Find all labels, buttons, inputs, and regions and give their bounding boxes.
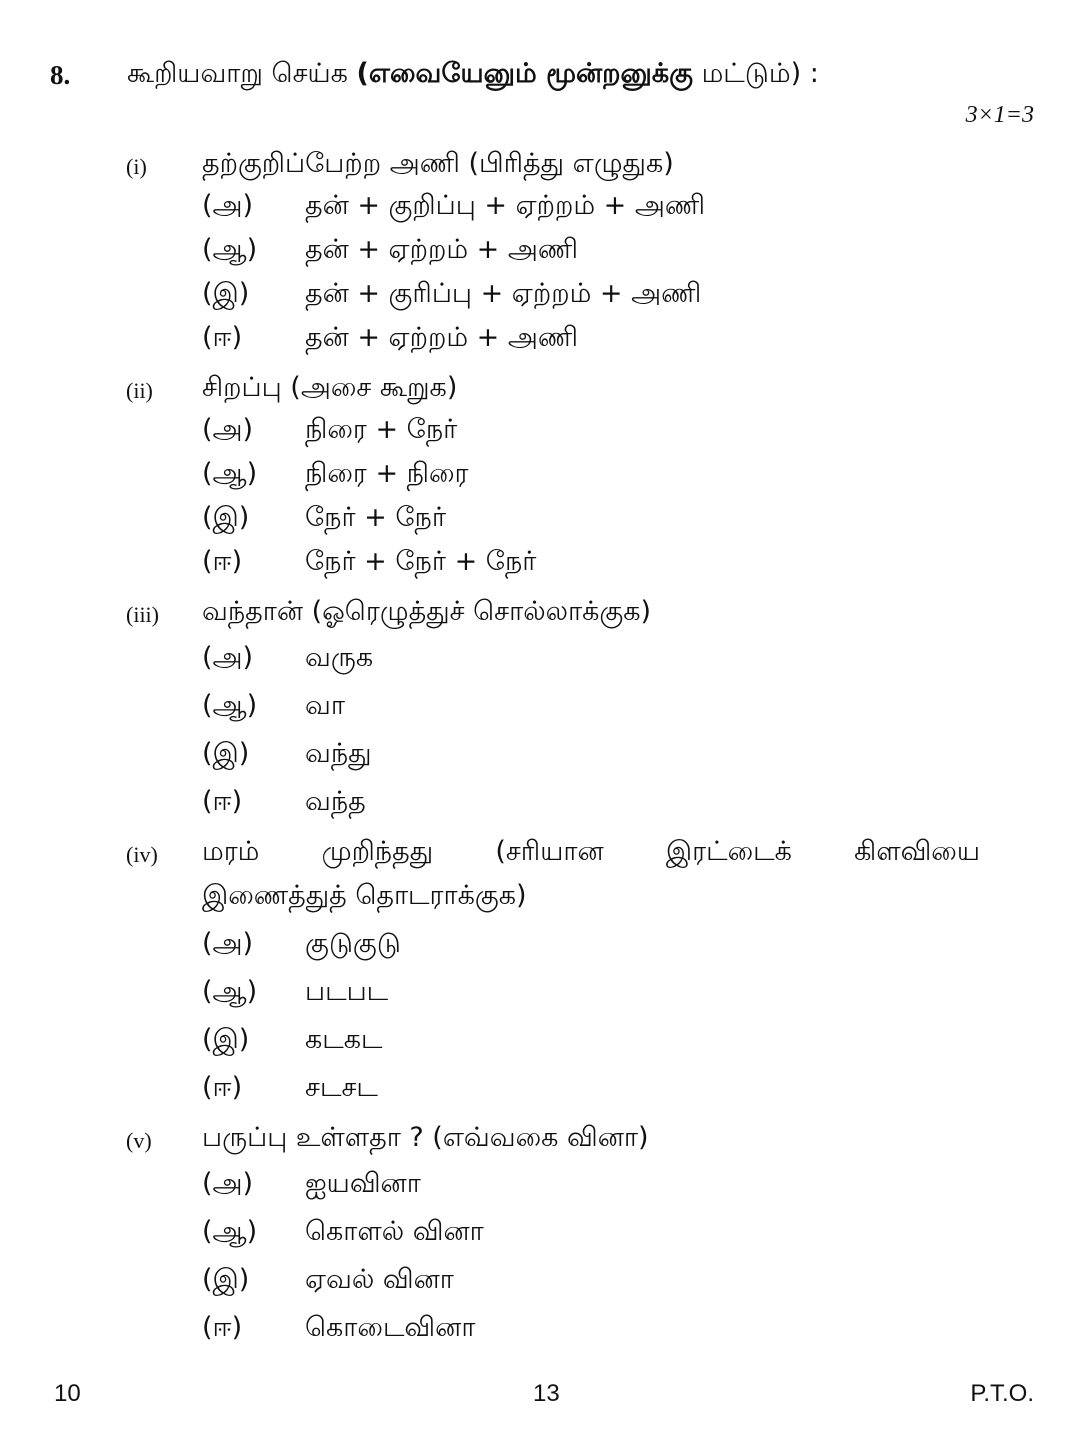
- option-label: (இ): [202, 278, 250, 309]
- option-text: ஏவல் வினா: [305, 1264, 454, 1295]
- option-label: (அ): [202, 928, 254, 959]
- option-text: வருக: [305, 642, 374, 673]
- option-text: வா: [305, 690, 345, 721]
- footer-pto: P.T.O.: [970, 1380, 1034, 1407]
- option-text: நிரை + நேர்: [305, 414, 458, 445]
- subquestion-stem: தற்குறிப்பேற்ற அணி (பிரித்து எழுதுக): [202, 148, 674, 179]
- option-label: (ஆ): [202, 976, 258, 1007]
- option-label: (ஆ): [202, 458, 258, 489]
- subquestion-stem-continued: இணைத்துத் தொடராக்குக): [202, 880, 527, 911]
- option-text: கொடைவினா: [305, 1312, 476, 1343]
- stem-word: (சரியான: [495, 836, 604, 867]
- footer-page-code: 10: [54, 1380, 81, 1407]
- instruction-suffix: மட்டும்) :: [693, 58, 819, 89]
- option-text: வந்து: [305, 738, 372, 769]
- option-label: (ஈ): [202, 1312, 243, 1343]
- question-number: 8.: [50, 60, 71, 90]
- stem-word: இரட்டைக்: [665, 836, 792, 867]
- option-text: படபட: [305, 976, 389, 1007]
- subquestion-stem: வந்தான் (ஓரெழுத்துச் சொல்லாக்குக): [202, 596, 652, 627]
- option-text: நிரை + நிரை: [305, 458, 469, 489]
- option-label: (ஈ): [202, 1072, 243, 1103]
- option-text: நேர் + நேர்: [305, 502, 446, 533]
- option-label: (அ): [202, 414, 254, 445]
- option-label: (ஈ): [202, 546, 243, 577]
- option-text: தன் + ஏற்றம் + அணி: [305, 234, 579, 265]
- option-text: சடசட: [305, 1072, 378, 1103]
- option-label: (இ): [202, 738, 250, 769]
- option-label: (அ): [202, 642, 254, 673]
- option-text: ஐயவினா: [305, 1168, 421, 1199]
- option-label: (இ): [202, 1264, 250, 1295]
- option-label: (ஆ): [202, 234, 258, 265]
- option-text: குடுகுடு: [305, 928, 401, 959]
- stem-word: முறிந்தது: [321, 836, 434, 867]
- subquestion-stem: பருப்பு உள்ளதா ? (எவ்வகை வினா): [202, 1122, 649, 1153]
- option-text: கொளல் வினா: [305, 1216, 484, 1247]
- question-instruction: [127, 58, 819, 93]
- option-label: (அ): [202, 1168, 254, 1199]
- option-text: தன் + குரிப்பு + ஏற்றம் + அணி: [305, 278, 702, 309]
- option-label: (அ): [202, 190, 254, 221]
- option-text: நேர் + நேர் + நேர்: [305, 546, 537, 577]
- option-label: (ஆ): [202, 1216, 258, 1247]
- stem-word: மரம்: [202, 836, 260, 867]
- subquestion-stem: சிறப்பு (அசை கூறுக): [202, 372, 458, 403]
- option-label: (ஈ): [202, 322, 243, 353]
- option-text: தன் + ஏற்றம் + அணி: [305, 322, 579, 353]
- instruction-bold: (எவையேனும் மூன்றனுக்கு: [356, 58, 693, 89]
- subquestion-stem: [202, 836, 980, 871]
- subquestion-number: (iv): [126, 842, 158, 867]
- option-label: (ஈ): [202, 786, 243, 817]
- option-label: (ஆ): [202, 690, 258, 721]
- option-label: (இ): [202, 502, 250, 533]
- option-text: கடகட: [305, 1024, 383, 1055]
- option-text: வந்த: [305, 786, 366, 817]
- option-text: தன் + குறிப்பு + ஏற்றம் + அணி: [305, 190, 706, 221]
- option-label: (இ): [202, 1024, 250, 1055]
- subquestion-number: (i): [126, 154, 147, 179]
- subquestion-number: (v): [126, 1128, 152, 1153]
- subquestion-number: (iii): [126, 602, 159, 627]
- subquestion-number: (ii): [126, 378, 153, 403]
- marks-allocation: 3×1=3: [965, 102, 1034, 128]
- footer-page-number: 13: [533, 1380, 560, 1407]
- stem-word: கிளவியை: [854, 836, 980, 867]
- instruction-prefix: கூறியவாறு செய்க: [127, 58, 357, 89]
